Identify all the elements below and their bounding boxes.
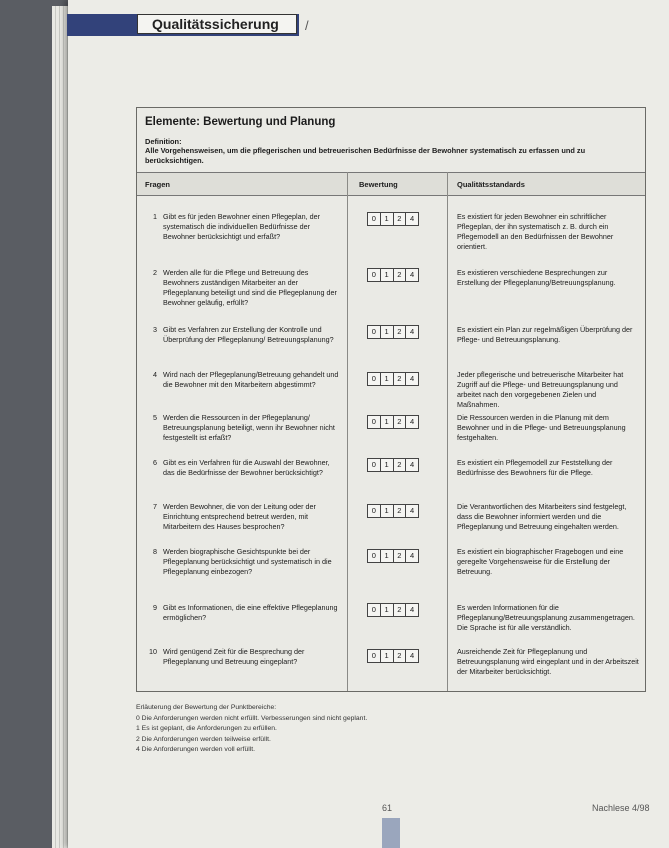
rating-4: 4 — [410, 551, 415, 560]
rating-box — [367, 212, 419, 226]
row-question: Werden alle für die Pflege und Betreuung des Bewohners zuständigen Mitarbeiter an der Pflegeplanung beteiligt und sind die Pflegeplanung der Bewohner geläufig, erfüllt? — [163, 268, 337, 307]
evaluation-panel — [136, 107, 646, 692]
rating-2: 2 — [394, 373, 407, 385]
column-divider — [347, 172, 348, 691]
row-number: 4 — [153, 370, 157, 379]
rating-2: 2 — [394, 650, 407, 662]
rating-1: 1 — [381, 326, 394, 338]
row-question: Gibt es für jeden Bewohner einen Pflegeplan, der systematisch die individuellen Bedürfnisse der Bewohner berücksichtigt und erfaßt? — [163, 212, 321, 241]
rating-4: 4 — [410, 417, 415, 426]
rating-0: 0 — [368, 650, 381, 662]
definition-text: Alle Vorgehensweisen, um die pflegerischen und betreuerischen Bedürfnisse der Bewohner systematisch zu erfassen und zu berücksichtigen. — [145, 146, 586, 165]
rating-4: 4 — [410, 605, 415, 614]
rating-1: 1 — [381, 459, 394, 471]
rating-4: 4 — [410, 374, 415, 383]
rating-4: 4 — [410, 327, 415, 336]
row-number: 9 — [153, 603, 157, 612]
row-number: 10 — [149, 647, 157, 656]
rating-2: 2 — [394, 269, 407, 281]
row-standard: Jeder pflegerische und betreuerische Mitarbeiter hat Zugriff auf die Pflege- und Betreuungsplanung und arbeitet nach den vorgegebenen Zielen und Maßnahmen. — [457, 370, 624, 409]
rating-1: 1 — [381, 269, 394, 281]
rating-0: 0 — [368, 213, 381, 225]
rating-2: 2 — [394, 416, 407, 428]
rating-1: 1 — [381, 416, 394, 428]
header-mark: / — [305, 18, 309, 33]
rating-1: 1 — [381, 505, 394, 517]
row-standard: Ausreichende Zeit für Pflegeplanung und Betreuungsplanung wird eingeplant und in der Arbeitszeit der Mitarbeiter berücksichtigt. — [457, 647, 639, 676]
row-standard: Es existiert für jeden Bewohner ein schriftlicher Pflegeplan, der ihn systematisch z. B. durch ein Pflegemodell an den Bedürfnissen der Bewohner orientiert. — [457, 212, 614, 251]
row-number: 1 — [153, 212, 157, 221]
bottom-tab — [382, 818, 400, 848]
rating-4: 4 — [410, 214, 415, 223]
rating-2: 2 — [394, 604, 407, 616]
rating-4: 4 — [410, 270, 415, 279]
rating-0: 0 — [368, 269, 381, 281]
rating-box — [367, 268, 419, 282]
issue-label: Nachlese 4/98 — [592, 803, 650, 813]
rating-box — [367, 372, 419, 386]
column-divider — [447, 172, 448, 691]
rating-0: 0 — [368, 416, 381, 428]
rating-2: 2 — [394, 505, 407, 517]
rating-4: 4 — [410, 460, 415, 469]
row-question: Wird nach der Pflegeplanung/Betreuung gehandelt und die Bewohner mit den Mitarbeitern abgestimmt? — [163, 370, 339, 389]
rating-box — [367, 415, 419, 429]
row-number: 2 — [153, 268, 157, 277]
row-number: 7 — [153, 502, 157, 511]
row-standard: Es existiert ein Pflegemodell zur Feststellung der Bedürfnisse des Bewohners für die Pflege. — [457, 458, 613, 477]
row-number: 8 — [153, 547, 157, 556]
rating-box — [367, 549, 419, 563]
row-number: 5 — [153, 413, 157, 422]
rating-box — [367, 504, 419, 518]
rating-box — [367, 325, 419, 339]
rating-legend — [136, 703, 636, 756]
rating-0: 0 — [368, 459, 381, 471]
row-standard: Die Ressourcen werden in die Planung mit dem Bewohner und in die Pflege- und Betreuungsplanung festgehalten. — [457, 413, 626, 442]
row-question: Wird genügend Zeit für die Besprechung der Pflegeplanung und Betreuung eingeplant? — [163, 647, 305, 666]
rating-0: 0 — [368, 505, 381, 517]
rating-box — [367, 458, 419, 472]
legend-item: 2 Die Anforderungen werden teilweise erfüllt. — [136, 735, 271, 743]
row-standard: Es werden Informationen für die Pflegeplanung/Betreuungsplanung zusammengetragen. Die Sprache ist für alle verständlich. — [457, 603, 635, 632]
rating-0: 0 — [368, 604, 381, 616]
rating-4: 4 — [410, 506, 415, 515]
column-header-fragen: Fragen — [145, 180, 171, 189]
legend-item: 4 Die Anforderungen werden voll erfüllt. — [136, 746, 256, 753]
definition-label: Definition: — [145, 137, 182, 146]
table-header — [137, 172, 645, 196]
row-standard: Es existiert ein biographischer Fragebogen und eine geregelte Vorgehensweise für die Erstellung der Betreuung. — [457, 547, 624, 576]
rating-2: 2 — [394, 459, 407, 471]
rating-1: 1 — [381, 550, 394, 562]
column-header-qualitaetsstandards: Qualitätsstandards — [457, 180, 525, 189]
rating-0: 0 — [368, 550, 381, 562]
rating-box — [367, 649, 419, 663]
row-question: Werden biographische Gesichtspunkte bei der Pflegeplanung berücksichtigt und systematisch in die Pflegeplanung einbezogen? — [163, 547, 332, 576]
section-title: Qualitätssicherung — [137, 14, 297, 34]
legend-item: 1 Es ist geplant, die Anforderungen zu erfüllen. — [136, 725, 277, 732]
column-header-bewertung: Bewertung — [359, 180, 398, 189]
row-standard: Es existiert ein Plan zur regelmäßigen Überprüfung der Pflege- und Betreuungsplanung. — [457, 325, 633, 344]
rating-2: 2 — [394, 326, 407, 338]
rating-1: 1 — [381, 650, 394, 662]
row-number: 3 — [153, 325, 157, 334]
rating-2: 2 — [394, 550, 407, 562]
panel-title: Elemente: Bewertung und Planung — [145, 116, 336, 128]
row-question: Werden Bewohner, die von der Leitung oder der Einrichtung entsprechend betreut werden, mit Mitarbeitern des Hauses besprochen? — [163, 502, 316, 531]
rating-4: 4 — [410, 651, 415, 660]
row-standard: Die Verantwortlichen des Mitarbeiters sind festgelegt, dass die Bewohner informiert werden und die Pflegeplanung und Betreuung eingehalten werden. — [457, 502, 627, 531]
legend-title: Erläuterung der Bewertung der Punktbereiche: — [136, 704, 277, 711]
legend-item: 0 Die Anforderungen werden nicht erfüllt. Verbesserungen sind nicht geplant. — [136, 714, 368, 722]
rating-1: 1 — [381, 213, 394, 225]
rating-box — [367, 603, 419, 617]
rating-0: 0 — [368, 373, 381, 385]
page-number: 61 — [382, 803, 393, 813]
rating-2: 2 — [394, 213, 407, 225]
row-question: Werden die Ressourcen in der Pflegeplanung/ Betreuungsplanung beteiligt, wenn ihr Bewohner nicht festgestellt ist erfaßt? — [163, 413, 335, 442]
row-standard: Es existieren verschiedene Besprechungen zur Erstellung der Pflegeplanung/Betreuungsplanung. — [457, 268, 616, 287]
row-number: 6 — [153, 458, 157, 467]
row-question: Gibt es Verfahren zur Erstellung der Kontrolle und Überprüfung der Pflegeplanung/ Betreuungsplanung? — [163, 325, 334, 344]
rating-1: 1 — [381, 604, 394, 616]
rating-0: 0 — [368, 326, 381, 338]
definition-block — [145, 137, 635, 165]
rating-1: 1 — [381, 373, 394, 385]
row-question: Gibt es ein Verfahren für die Auswahl der Bewohner, das die Bedürfnisse der Bewohner berücksichtigt? — [163, 458, 330, 477]
row-question: Gibt es Informationen, die eine effektive Pflegeplanung ermöglichen? — [163, 603, 338, 622]
